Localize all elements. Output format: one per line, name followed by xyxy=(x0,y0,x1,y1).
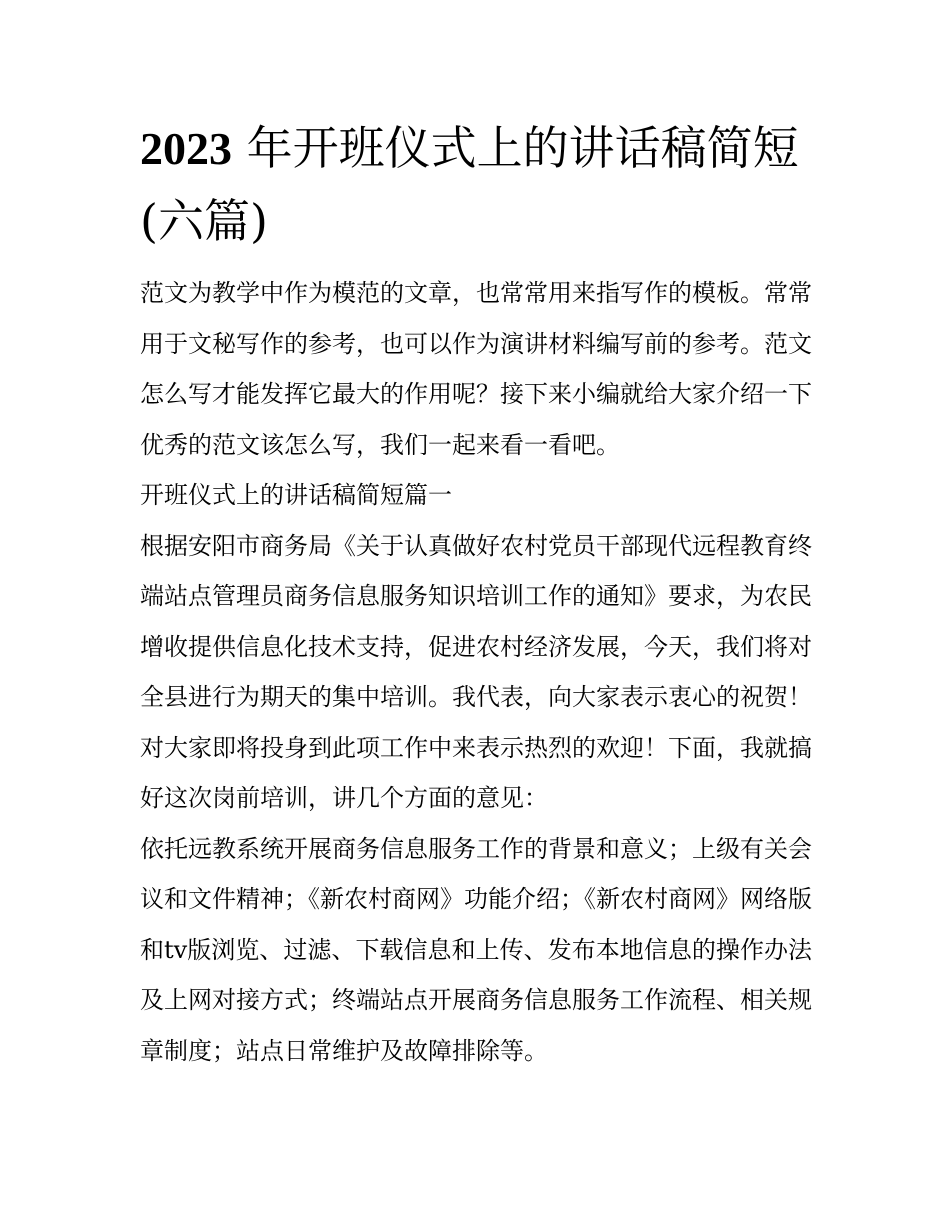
intro-paragraph: 范文为教学中作为模范的文章，也常常用来指写作的模板。常常用于文秘写作的参考，也可以作为演讲材料编写前的参考。范文怎么写才能发挥它最大的作用呢？接下来小编就给大家介绍一下优秀的范文该怎么写，我们一起来看一看吧。 xyxy=(140,279,812,459)
section-heading: 开班仪式上的讲话稿简短篇一 xyxy=(140,481,452,509)
document-body xyxy=(140,112,812,1076)
title-year: 2023 xyxy=(140,123,232,174)
body-paragraph-2: 依托远教系统开展商务信息服务工作的背景和意义；上级有关会议和文件精神；《新农村商网》功能介绍；《新农村商网》网络版和tv版浏览、过滤、下载信息和上传、发布本地信息的操作办法及上网对接方式；终端站点开展商务信息服务工作流程、相关规章制度；站点日常维护及故障排除等。 xyxy=(140,834,812,1065)
document-title xyxy=(140,112,812,257)
body-paragraph-1: 根据安阳市商务局《关于认真做好农村党员干部现代远程教育终端站点管理员商务信息服务知识培训工作的通知》要求，为农民增收提供信息化技术支持，促进农村经济发展，今天，我们将对全县进行为期天的集中培训。我代表，向大家表示衷心的祝贺！对大家即将投身到此项工作中来表示热烈的欢迎！下面，我就搞好这次岗前培训，讲几个方面的意见： xyxy=(140,531,812,812)
title-text: 年开班仪式上的讲话稿简短(六篇) xyxy=(140,121,799,248)
